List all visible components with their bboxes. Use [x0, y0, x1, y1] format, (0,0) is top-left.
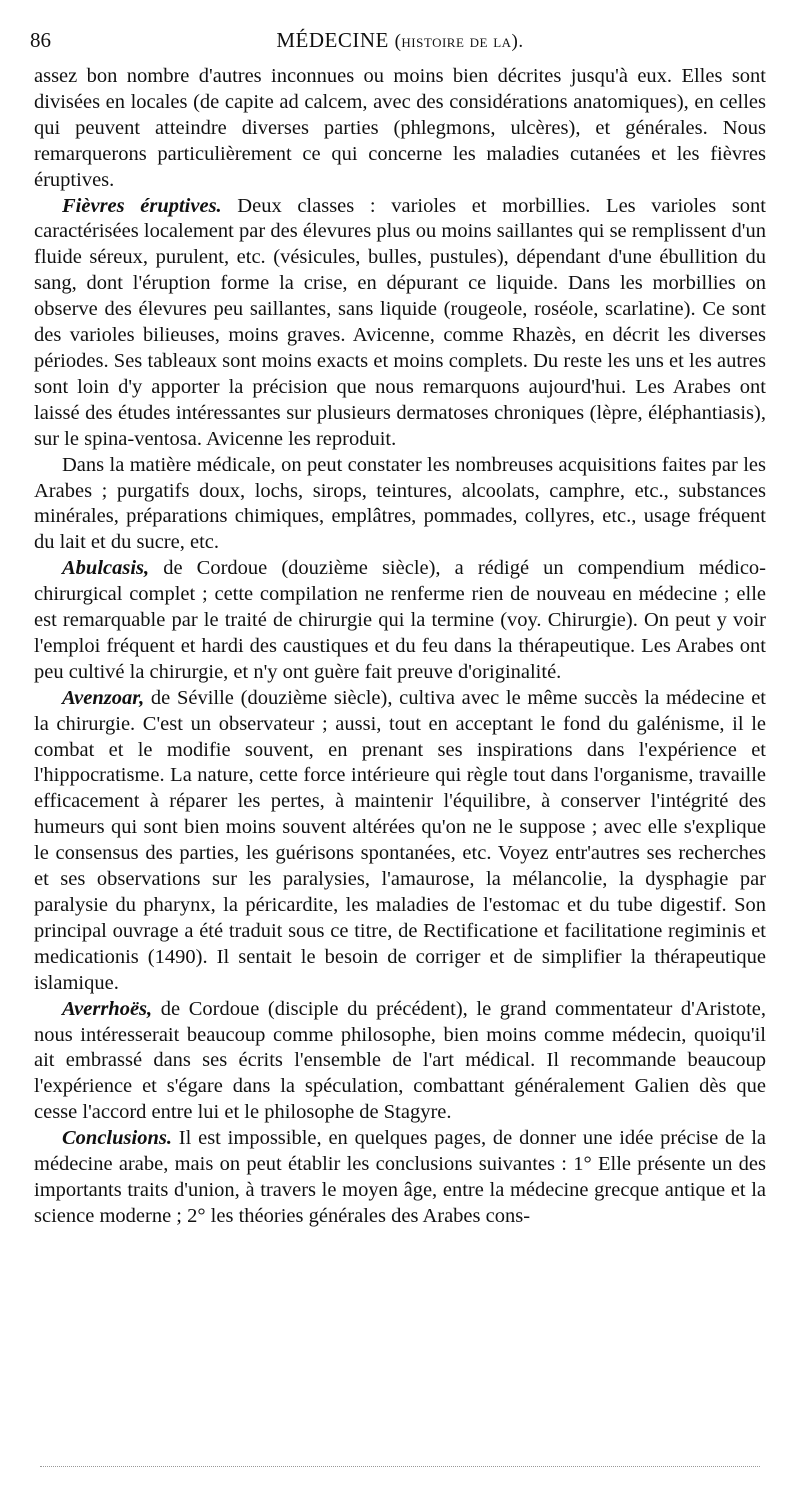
running-title-main: MÉDECINE — [276, 28, 389, 52]
paragraph-avenzoar — [34, 686, 766, 997]
paragraph-lead: Conclusions. — [62, 1127, 172, 1150]
paragraph-text: de Cordoue (douzième siècle), a rédigé un compendium médico-chirurgical complet ; cette compilation ne renferme rien de nouveau en médecine ; elle est remarquable par le traité de chirurgie qui la termine (voy. Chirurgie). On peut y voir l'emploi fréquent et hardi des caustiques et du feu dans la thérapeutique. Les Arabes ont peu cultivé la chirurgie, et n'y ont guère fait preuve d'originalité. — [34, 557, 766, 683]
paragraph-text: Deux classes : varioles et morbillies. Les varioles sont caractérisées localement par des élevures plus ou moins saillantes qui se remplissent d'un fluide séreux, purulent, etc. (vésicules, bulles, pustules), dépendant d'une ébullition du sang, dont l'éruption forme la crise, en dépurant ce liquide. Dans les morbillies on observe des élevures peu saillantes, sans liquide (rougeole, roséole, scarlatine). Ce sont des varioles bilieuses, moins graves. Avicenne, comme Rhazès, en décrit les diverses périodes. Ses tableaux sont moins exacts et moins complets. Du reste les uns et les autres sont loin d'y apporter la précision que nous remarquons aujourd'hui. Les Arabes ont laissé des études intéressantes sur plusieurs dermatoses chroniques (lèpre, éléphantiasis), sur le spina-ventosa. Avicenne les reproduit. — [34, 194, 766, 450]
paragraph-text: Dans la matière médicale, on peut constater les nombreuses acquisitions faites par les Arabes ; purgatifs doux, lochs, sirops, teintures, alcoolats, camphre, etc., substances minérales, préparations chimiques, emplâtres, pommades, collyres, etc., usage fréquent du lait et du sucre, etc. — [34, 453, 766, 554]
footer-rule — [40, 1466, 760, 1467]
paragraph-abulcasis — [34, 556, 766, 686]
article-body — [34, 64, 766, 1230]
paragraph-fievres-eruptives — [34, 194, 766, 453]
page-number: 86 — [30, 28, 51, 52]
running-title-sub: (histoire de la). — [394, 31, 524, 52]
page-header — [30, 28, 770, 56]
paragraph-lead: Avenzoar, — [62, 686, 145, 709]
running-title — [30, 28, 770, 53]
paragraph-lead: Abulcasis, — [62, 557, 150, 580]
paragraph-matiere-medicale — [34, 453, 766, 557]
paragraph-text: de Cordoue (disciple du précédent), le grand commentateur d'Aristote, nous intéresserait beaucoup comme philosophe, bien moins comme médecin, quoiqu'il ait embrassé dans ses écrits l'ensemble de l'art médical. Il recommande beaucoup l'expérience et s'égare dans la spéculation, combattant généralement Galien dès que cesse l'accord entre lui et le philosophe de Stagyre. — [34, 997, 766, 1124]
paragraph-lead: Fièvres éruptives. — [62, 194, 222, 217]
paragraph-text: assez bon nombre d'autres inconnues ou moins bien décrites jusqu'à eux. Elles sont divisées en locales (de capite ad calcem, avec des considérations anatomiques), en celles qui peuvent atteindre diverses parties (phlegmons, ulcères), et générales. Nous remarquerons particulièrement ce qui concerne les maladies cutanées et les fièvres éruptives. — [34, 65, 766, 191]
paragraph-text: de Séville (douzième siècle), cultiva avec le même succès la médecine et la chirurgie. C'est un observateur ; aussi, tout en acceptant le fond du galénisme, il le combat et le modifie souvent, en prenant ses inspirations dans l'expérience et l'hippocratisme. La nature, cette force intérieure qui règle tout dans l'organisme, travaille efficacement à réparer les pertes, à maintenir l'équilibre, à conserver l'intégrité des humeurs qui sont bien moins souvent altérées qu'on ne le suppose ; avec elle s'explique le consensus des parties, les guérisons spontanées, etc. Voyez entr'autres ses recherches et ses observations sur les paralysies, l'amaurose, la mélancolie, la dysphagie par paralysie du pharynx, la péricardite, les maladies de l'estomac et du tube digestif. Son principal ouvrage a été traduit sous ce titre, de Rectificatione et facilitatione regiminis et medicationis (1490). Il sentait le besoin de corriger et de simplifier la thérapeutique islamique. — [34, 686, 766, 994]
paragraph-text: Il est impossible, en quelques pages, de donner une idée précise de la médecine arabe, mais on peut établir les conclusions suivantes : 1° Elle présente un des importants traits d'union, à travers le moyen âge, entre la médecine grecque antique et la science moderne ; 2° les théories générales des Arabes cons- — [34, 1127, 766, 1227]
paragraph-averrhoes — [34, 997, 766, 1127]
paragraph-conclusions — [34, 1126, 766, 1230]
paragraph-continuation — [34, 64, 766, 194]
paragraph-lead: Averrhoës, — [62, 997, 153, 1020]
